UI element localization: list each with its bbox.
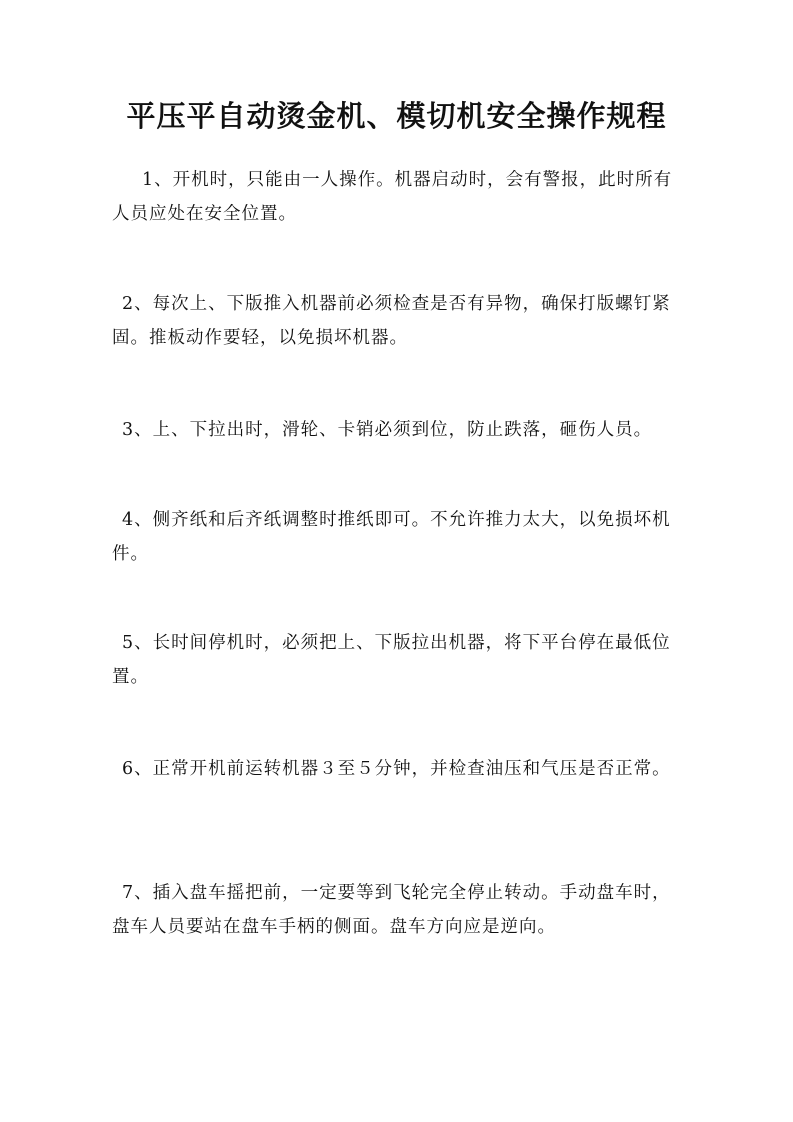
rule-paragraph-2: 2、每次上、下版推入机器前必须检查是否有异物，确保打版螺钉紧固。推板动作要轻，以免损坏机器。 (112, 294, 671, 348)
rule-paragraph-4: 4、侧齐纸和后齐纸调整时推纸即可。不允许推力太大，以免损坏机件。 (112, 510, 671, 564)
rule-paragraph-3: 3、上、下拉出时，滑轮、卡销必须到位，防止跌落，砸伤人员。 (122, 420, 653, 440)
rule-paragraph-7: 7、插入盘车摇把前，一定要等到飞轮完全停止转动。手动盘车时，盘车人员要站在盘车手柄的侧面。盘车方向应是逆向。 (112, 883, 671, 937)
document-title: 平压平自动烫金机、模切机安全操作规程 (126, 99, 667, 133)
rule-paragraph-6: 6、正常开机前运转机器３至５分钟，并检查油压和气压是否正常。 (122, 759, 671, 779)
rule-paragraph-5: 5、长时间停机时，必须把上、下版拉出机器，将下平台停在最低位置。 (112, 633, 671, 687)
rule-paragraph-1: 1、开机时，只能由一人操作。机器启动时，会有警报，此时所有人员应处在安全位置。 (112, 170, 673, 224)
